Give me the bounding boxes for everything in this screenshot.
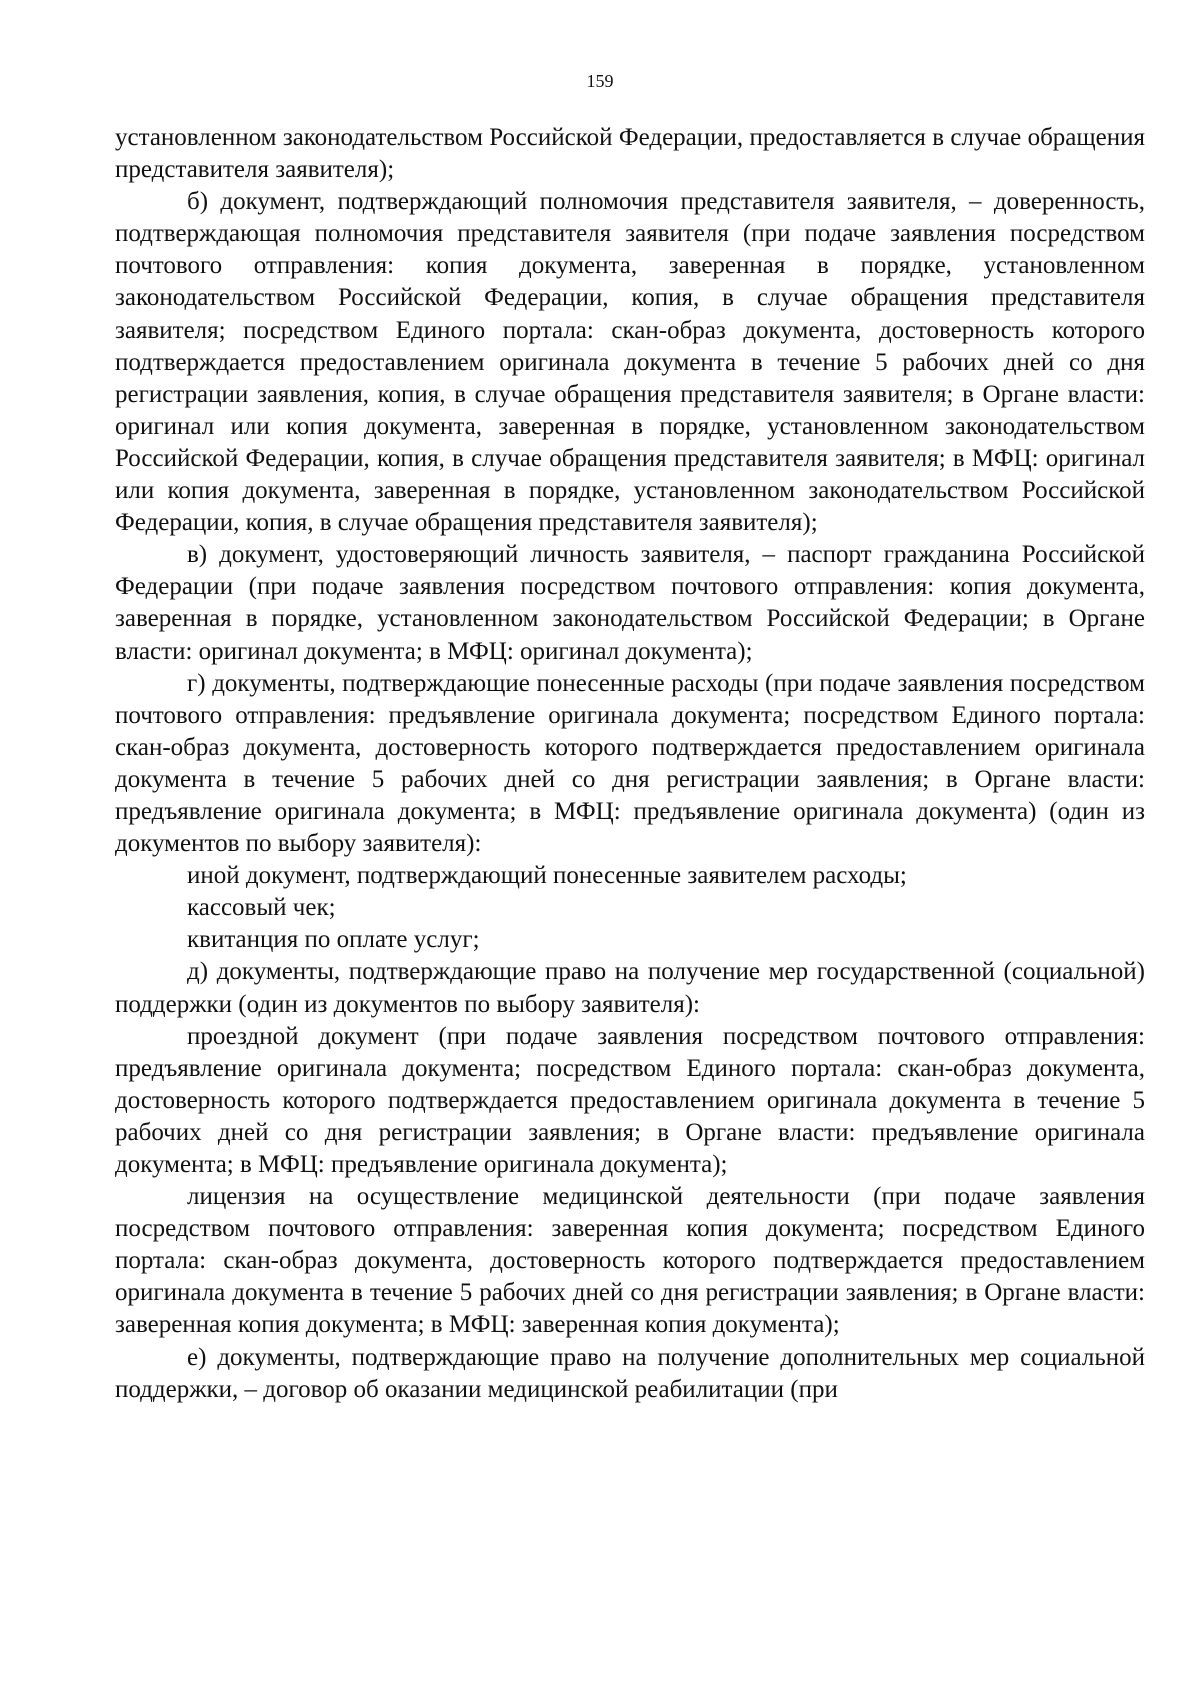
list-item: проездной документ (при подаче заявления посредством почтового отправления: предъявление оригинала документа; посредством Единого портала: скан-образ документа, достоверность которого подтверждается предоставлением оригинала документа в течение 5 рабочих дней со дня регистрации заявления; в Органе власти: предъявление оригинала документа; в МФЦ: предъявление оригинала документа); bbox=[115, 1022, 1145, 1178]
paragraph-g: г) документы, подтверждающие понесенные расходы (при подаче заявления посредством почтового отправления: предъявление оригинала документа; посредством Единого портала: скан-образ документа, достоверность которого подтверждается предоставлением оригинала документа в течение 5 рабочих дней со дня регистрации заявления; в Органе власти: предъявление оригинала документа; в МФЦ: предъявление оригинала документа) (один из документов по выбору заявителя): bbox=[115, 669, 1145, 858]
paragraph: установленном законодательством Российской Федерации, предоставляется в случае обращения представителя заявителя); bbox=[115, 124, 1145, 184]
page-number: 159 bbox=[586, 71, 614, 91]
document-body bbox=[115, 122, 1145, 1406]
list-item: кассовый чек; bbox=[187, 894, 336, 922]
paragraph-d: д) документы, подтверждающие право на получение мер государственной (социальной) поддержки (один из документов по выбору заявителя): bbox=[115, 958, 1145, 1018]
paragraph-v: в) документ, удостоверяющий личность заявителя, – паспорт гражданина Российской Федерации (при подаче заявления посредством почтового отправления: копия документа, заверенная в порядке, установленном законодательством Российской Федерации; в Органе власти: оригинал документа; в МФЦ: оригинал документа); bbox=[115, 541, 1145, 665]
paragraph-b: б) документ, подтверждающий полномочия представителя заявителя, – доверенность, подтверждающая полномочия представителя заявителя (при подаче заявления посредством почтового отправления: копия документа, заверенная в порядке, установленном законодательством Российской Федерации, копия, в случае обращения представителя заявителя; посредством Единого портала: скан-образ документа, достоверность которого подтверждается предоставлением оригинала документа в течение 5 рабочих дней со дня регистрации заявления, копия, в случае обращения представителя заявителя; в Органе власти: оригинал или копия документа, заверенная в порядке, установленном законодательством Российской Федерации, копия, в случае обращения представителя заявителя; в МФЦ: оригинал или копия документа, заверенная в порядке, установленном законодательством Российской Федерации, копия, в случае обращения представителя заявителя); bbox=[115, 188, 1145, 537]
list-item: квитанция по оплате услуг; bbox=[187, 926, 480, 954]
paragraph-e: е) документы, подтверждающие право на получение дополнительных мер социальной поддержки, – договор об оказании медицинской реабилитации (при bbox=[115, 1343, 1145, 1403]
list-item: иной документ, подтверждающий понесенные заявителем расходы; bbox=[187, 862, 907, 890]
list-item: лицензия на осуществление медицинской деятельности (при подаче заявления посредством почтового отправления: заверенная копия документа; посредством Единого портала: скан-образ документа, достоверность которого подтверждается предоставлением оригинала документа в течение 5 рабочих дней со дня регистрации заявления; в Органе власти: заверенная копия документа; в МФЦ: заверенная копия документа); bbox=[115, 1183, 1145, 1339]
